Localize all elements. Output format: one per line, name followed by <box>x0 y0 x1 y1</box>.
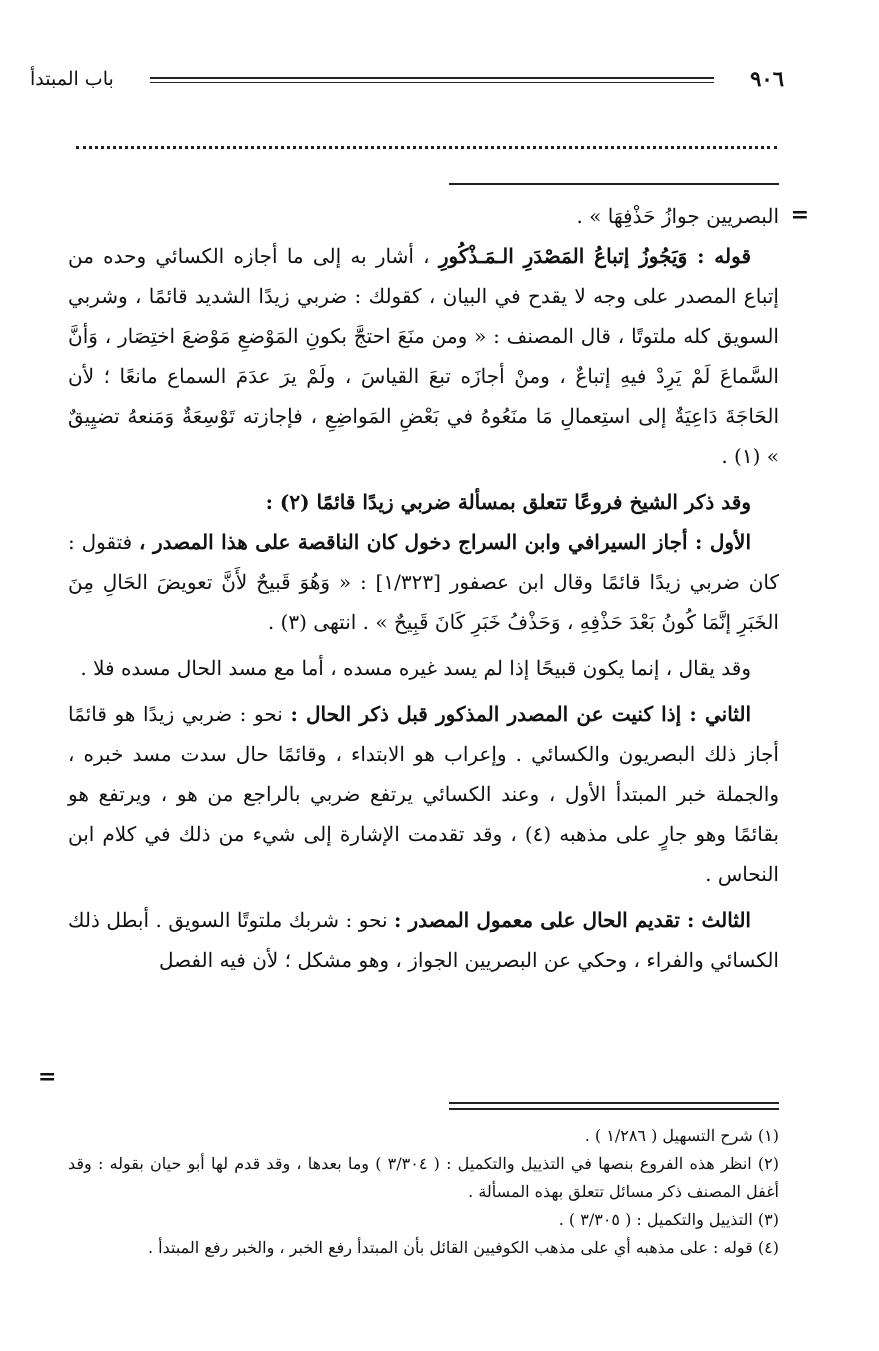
footnote-rule <box>449 1102 779 1110</box>
paragraph <box>68 482 779 522</box>
paragraph-lead: قوله : وَيَجُوزُ إتباعُ المَصْدَرِ الـمَـذْكُورِ <box>438 244 752 268</box>
continuation-rule <box>449 183 779 185</box>
page-number: ٩٠٦ <box>750 66 784 91</box>
paragraph-text: فتقول : كان ضربي زيدًا قائمًا وقال ابن عصفور [١/٣٢٣] : « وَهُوَ قَبيحٌ لأَنَّ تعويضَ الحَالِ مِنَ الخَبَرِ إنَّمَا كُونُ بَعْدَ حَذْفِهِ ، وَحَذْفُ خَبَرِ كَانَ قَبِيحٌ » . انتهى (٣) . <box>68 530 780 634</box>
paragraph <box>68 694 779 894</box>
paragraph-text: ، أشار به إلى ما أجازه الكسائي وحده من إتباع المصدر على وجه لا يقدح في البيان ، كقولك : ضربي زيدًا الشديد قائمًا ، وشربي السويق كله ملتوتًا ، قال المصنف : « ومن منَعَ احتجَّ بكونِ المَوْضعِ مَوْضعَ اختِصَار ، وَأنَّ السَّماعَ لَمْ يَرِدْ فيهِ إتباعٌ ، ومنْ أجازَه تبعَ القياسَ ، ولَمْ يرَ عدَمَ السماع مانعًا ؛ لأن الحَاجَةَ دَاعِيَةٌ إلى استِعمالِ مَا منَعُوهُ في بَعْضِ المَواضِعِ ، فإجازته تَوْسِعَةٌ وَمَنعهُ تضيِيقٌ » (١) . <box>68 244 779 468</box>
paragraph <box>68 236 779 476</box>
footnotes <box>68 1122 779 1262</box>
paragraph <box>68 648 779 688</box>
page-header <box>30 66 784 94</box>
footnote: (٢) انظر هذه الفروع بنصها في التذييل والتكميل : ( ٣/٣٠٤ ) وما بعدها ، وقد قدم لها أبو حيان بقوله : وقد أغفل المصنف ذكر مسائل تتعلق بهذه المسألة . <box>68 1154 780 1201</box>
footnote: (٤) قوله : على مذهبه أي على مذهب الكوفيين القائل بأن المبتدأ رفع الخبر ، والخبر رفع المبتدأ . <box>148 1238 779 1257</box>
main-text <box>68 196 779 980</box>
continuation-mark-end: = <box>38 1064 57 1090</box>
paragraph-lead: الأول : أجاز السيرافي وابن السراج دخول كان الناقصة على هذا المصدر ، <box>139 530 752 554</box>
dotted-separator <box>76 146 777 149</box>
paragraph-lead: الثاني : إذا كنيت عن المصدر المذكور قبل ذكر الحال : <box>290 702 751 726</box>
paragraph <box>68 522 779 642</box>
header-rule <box>150 77 714 83</box>
paragraph-lead: الثالث : تقديم الحال على معمول المصدر : <box>394 908 751 932</box>
footnote: (٣) التذييل والتكميل : ( ٣/٣٠٥ ) . <box>558 1210 779 1229</box>
paragraph <box>68 900 779 980</box>
paragraph-text: نحو : ضربي زيدًا هو قائمًا أجاز ذلك البصريون والكسائي . وإعراب هو الابتداء ، وقائمًا حال سدت مسد خبره ، والجملة خبر المبتدأ الأول ، وعند الكسائي يرتفع ضربي بالراجع من هو ، ويرتفع هو بقائمًا وهو جارٍ على مذهبه (٤) ، وقد تقدمت الإشارة إلى شيء من ذلك في كلام ابن النحاس . <box>68 702 779 886</box>
footnote: (١) شرح التسهيل ( ١/٢٨٦ ) . <box>584 1126 779 1145</box>
paragraph-text: نحو : شربك ملتوتًا السويق . أبطل ذلك الكسائي والفراء ، وحكي عن البصريين الجواز ، وهو مشكل ؛ لأن فيه الفصل <box>68 908 779 972</box>
paragraph-text: وقد يقال ، إنما يكون قبيحًا إذا لم يسد غيره مسده ، أما مع مسد الحال مسده فلا . <box>80 656 751 680</box>
section-title: باب المبتدأ <box>30 68 114 90</box>
continuation-mark-start: = <box>790 202 809 228</box>
continuation-line: البصريين جوازُ حَذْفِهَا » . <box>576 204 779 228</box>
paragraph-lead: وقد ذكر الشيخ فروعًا تتعلق بمسألة ضربي زيدًا قائمًا (٢) : <box>265 490 751 514</box>
